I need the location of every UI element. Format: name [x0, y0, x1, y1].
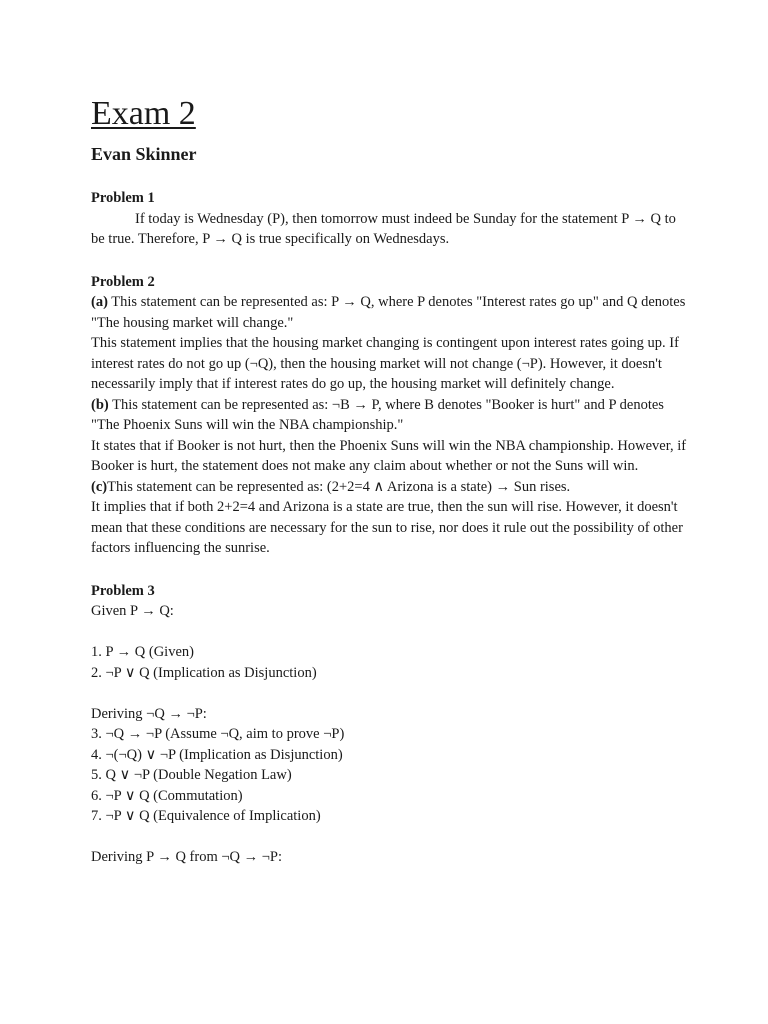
- spacer: [91, 683, 691, 704]
- spacer: [91, 622, 691, 643]
- problem-2c-label: (c): [91, 478, 108, 495]
- proof-step: 7. ¬P ∨ Q (Equivalence of Implication): [91, 808, 321, 824]
- problem-2c-statement: [91, 477, 691, 498]
- document-body: [91, 94, 691, 868]
- proof-step: 6. ¬P ∨ Q (Commutation): [91, 787, 243, 804]
- problem-2a-label: (a): [91, 294, 108, 310]
- proof-step: 2. ¬P ∨ Q (Implication as Disjunction): [91, 664, 317, 681]
- problem-1-text: If today is Wednesday (P), then tomorrow must indeed be Sunday for the statement P → Q to be true. Therefore, P → Q is true specifically on Wednesdays.: [91, 210, 676, 247]
- spacer: [91, 827, 691, 848]
- problem-2c-text: This statement can be represented as: (2+2=4 ∧ Arizona is a state) → Sun rises.: [107, 478, 571, 495]
- problem-2a-text: This statement can be represented as: P → Q, where P denotes "Interest rates go up" and Q denotes "The housing market will change.": [91, 294, 686, 331]
- problem-2-heading: Problem 2: [91, 273, 155, 290]
- proof-step: 5. Q ∨ ¬P (Double Negation Law): [91, 767, 292, 783]
- deriving-original-heading: Deriving P → Q from ¬Q → ¬P:: [91, 849, 283, 865]
- problem-1-section: [91, 188, 691, 250]
- deriving-contrapositive-heading: Deriving ¬Q → ¬P:: [91, 705, 207, 722]
- document-title: Exam 2: [91, 95, 196, 132]
- problem-3-section: [91, 581, 691, 868]
- problem-2b-explanation: It states that if Booker is not hurt, then the Phoenix Suns will win the NBA championship. However, if Booker is hurt, the statement does not make any claim about whether or not the Suns will win.: [91, 437, 687, 474]
- problem-3-given: Given P → Q:: [91, 603, 174, 619]
- problem-1-heading: Problem 1: [91, 190, 155, 206]
- problem-2-section: [91, 272, 691, 559]
- problem-2a-statement: [91, 292, 691, 333]
- proof-step: 4. ¬(¬Q) ∨ ¬P (Implication as Disjunction): [91, 746, 343, 763]
- problem-3-heading: Problem 3: [91, 582, 155, 599]
- problem-2a-explanation: This statement implies that the housing market changing is contingent upon interest rates going up. If interest rates do not go up (¬Q), then the housing market will not change (¬P). However, it doesn't necessarily imply that if interest rates do go up, the housing market will definitely change.: [91, 335, 679, 392]
- problem-2c-explanation: It implies that if both 2+2=4 and Arizona is a state are true, then the sun will rise. However, it doesn't mean that these conditions are necessary for the sun to rise, nor does it rule out the possibility of other factors influencing the sunrise.: [91, 499, 683, 556]
- proof-step: 1. P → Q (Given): [91, 644, 194, 660]
- problem-2b-label: (b): [91, 396, 109, 413]
- problem-2b-text: This statement can be represented as: ¬B → P, where B denotes "Booker is hurt" and P denotes "The Phoenix Suns will win the NBA championship.": [91, 396, 664, 433]
- proof-step: 3. ¬Q → ¬P (Assume ¬Q, aim to prove ¬P): [91, 726, 345, 742]
- problem-2b-statement: [91, 395, 691, 436]
- author-name: Evan Skinner: [91, 144, 197, 164]
